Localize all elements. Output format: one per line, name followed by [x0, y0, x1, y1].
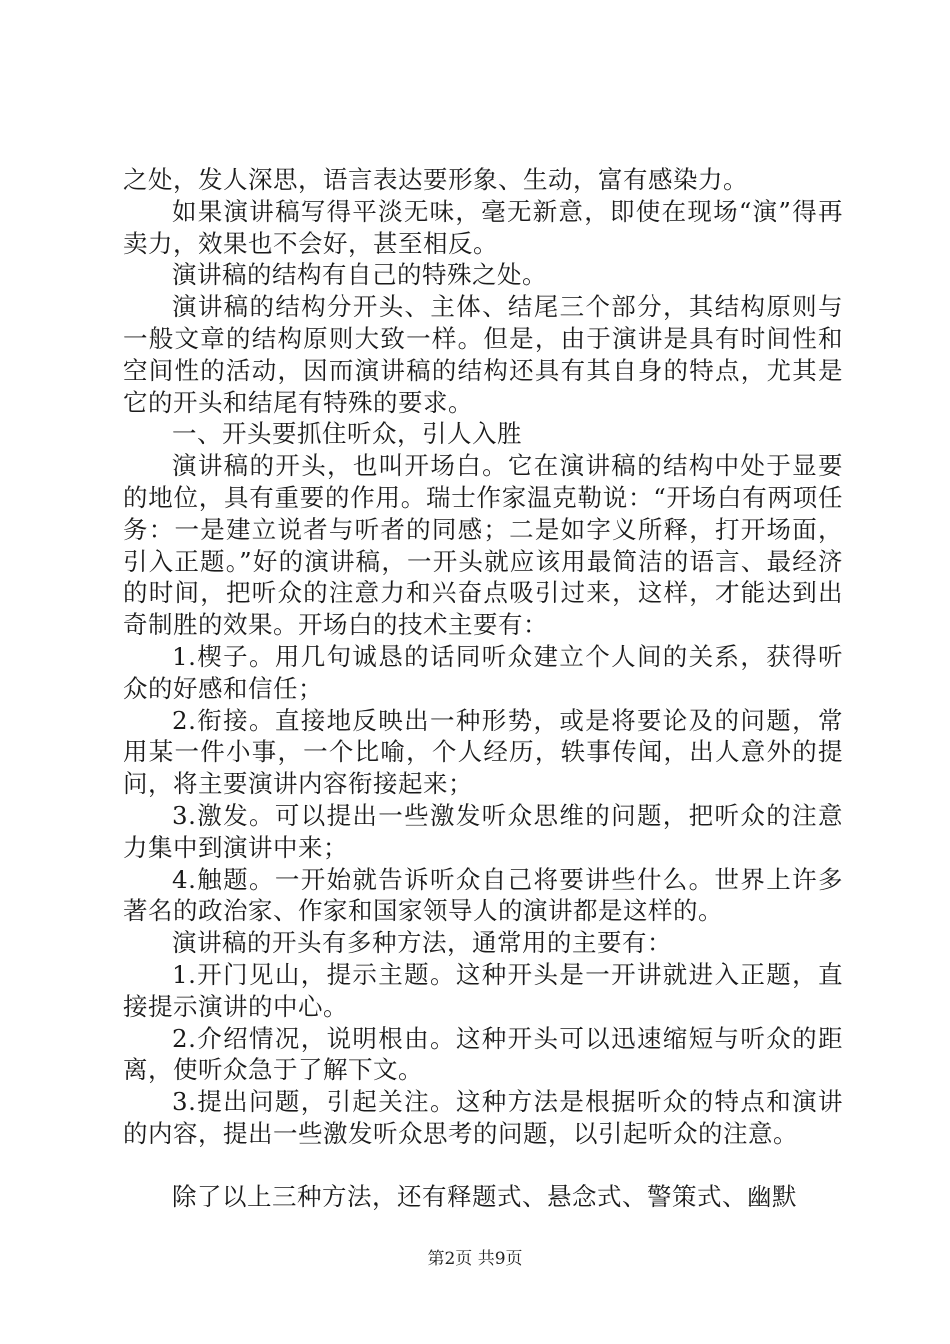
- body-paragraph: 2.介绍情况，说明根由。这种开头可以迅速缩短与听众的距离，使听众急于了解下文。: [123, 1023, 843, 1085]
- body-paragraph: 之处，发人深思，语言表达要形象、生动，富有感染力。: [123, 165, 748, 194]
- body-paragraph: 除了以上三种方法，还有释题式、悬念式、警策式、幽默: [172, 1181, 797, 1211]
- page-footer: 第2页 共9页: [427, 1249, 523, 1269]
- body-paragraph: 演讲稿的结构分开头、主体、结尾三个部分，其结构原则与一般文章的结构原则大致一样。但是，由于演讲是具有时间性和空间性的活动，因而演讲稿的结构还具有其自身的特点，尤其是它的开头和结尾有特殊的要求。: [123, 292, 843, 417]
- body-paragraph: 如果演讲稿写得平淡无味，毫无新意，即使在现场“演”得再卖力，效果也不会好，甚至相反。: [123, 196, 843, 258]
- body-paragraph: 3.提出问题，引起关注。这种方法是根据听众的特点和演讲的内容，提出一些激发听众思考的问题，以引起听众的注意。: [123, 1087, 843, 1148]
- body-paragraph: 1.开门见山，提示主题。这种开头是一开讲就进入正题，直接提示演讲的中心。: [123, 959, 843, 1021]
- body-paragraph: 演讲稿的结构有自己的特殊之处。: [172, 260, 547, 290]
- body-paragraph: 2.衔接。直接地反映出一种形势，或是将要论及的问题，常用某一件小事，一个比喻，个人经历，轶事传闻，出人意外的提问，将主要演讲内容衔接起来；: [123, 705, 843, 799]
- body-paragraph: 3.激发。可以提出一些激发听众思维的问题，把听众的注意力集中到演讲中来；: [123, 800, 843, 862]
- body-paragraph: 演讲稿的开头有多种方法，通常用的主要有：: [172, 928, 672, 958]
- document-body: [123, 164, 843, 1213]
- body-paragraph: 4.触题。一开始就告诉听众自己将要讲些什么。世界上许多著名的政治家、作家和国家领导人的演讲都是这样的。: [123, 864, 843, 926]
- body-paragraph: 1.楔子。用几句诚恳的话同听众建立个人间的关系，获得听众的好感和信任；: [123, 641, 843, 703]
- body-paragraph: 演讲稿的开头，也叫开场白。它在演讲稿的结构中处于显要的地位，具有重要的作用。瑞士作家温克勒说：“开场白有两项任务：一是建立说者与听者的同感；二是如字义所释，打开场面，引入正题。”好的演讲稿，一开头就应该用最简洁的语言、最经济的时间，把听众的注意力和兴奋点吸引过来，这样，才能达到出奇制胜的效果。开场白的技术主要有：: [123, 451, 843, 640]
- body-paragraph: 一、开头要抓住听众，引人入胜: [172, 419, 522, 449]
